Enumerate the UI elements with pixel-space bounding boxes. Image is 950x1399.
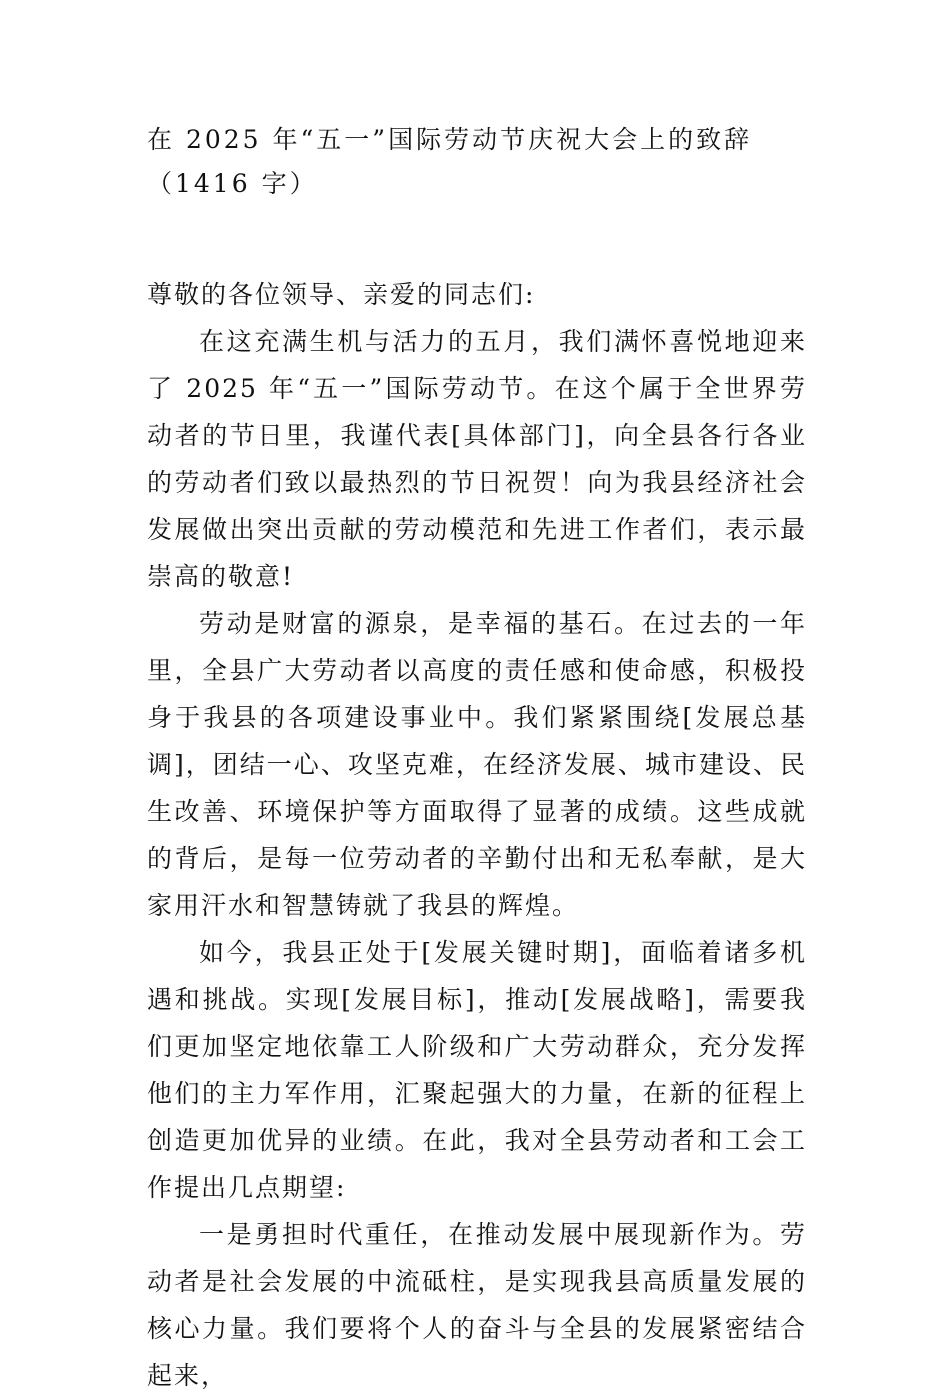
paragraph-4: 一是勇担时代重任，在推动发展中展现新作为。劳动者是社会发展的中流砥柱，是实现我县高质量发展的核心力量。我们要将个人的奋斗与全县的发展紧密结合起来， (147, 1220, 807, 1390)
paragraph-2: 劳动是财富的源泉，是幸福的基石。在过去的一年里，全县广大劳动者以高度的责任感和使命感，积极投身于我县的各项建设事业中。我们紧紧围绕[发展总基调]，团结一心、攻坚克难，在经济发展、城市建设、民生改善、环境保护等方面取得了显著的成绩。这些成就的背后，是每一位劳动者的辛勤付出和无私奉献，是大家用汗水和智慧铸就了我县的辉煌。 (147, 609, 807, 920)
paragraph-1: 在这充满生机与活力的五月，我们满怀喜悦地迎来了 2025 年“五一”国际劳动节。在这个属于全世界劳动者的节日里，我谨代表[具体部门]，向全县各行各业的劳动者们致以最热烈的节日祝贺！向为我县经济社会发展做出突出贡献的劳动模范和先进工作者们，表示最崇高的敬意! (147, 327, 807, 591)
document-title: 在 2025 年“五一”国际劳动节庆祝大会上的致辞（1416 字） (147, 125, 753, 198)
paragraph-3: 如今，我县正处于[发展关键时期]，面临着诸多机遇和挑战。实现[发展目标]，推动[发展战略]，需要我们更加坚定地依靠工人阶级和广大劳动群众，充分发挥他们的主力军作用，汇聚起强大的力量，在新的征程上创造更加优异的业绩。在此，我对全县劳动者和工会工作提出几点期望: (147, 938, 807, 1202)
salutation: 尊敬的各位领导、亲爱的同志们: (147, 280, 536, 309)
document-page (147, 118, 807, 1399)
